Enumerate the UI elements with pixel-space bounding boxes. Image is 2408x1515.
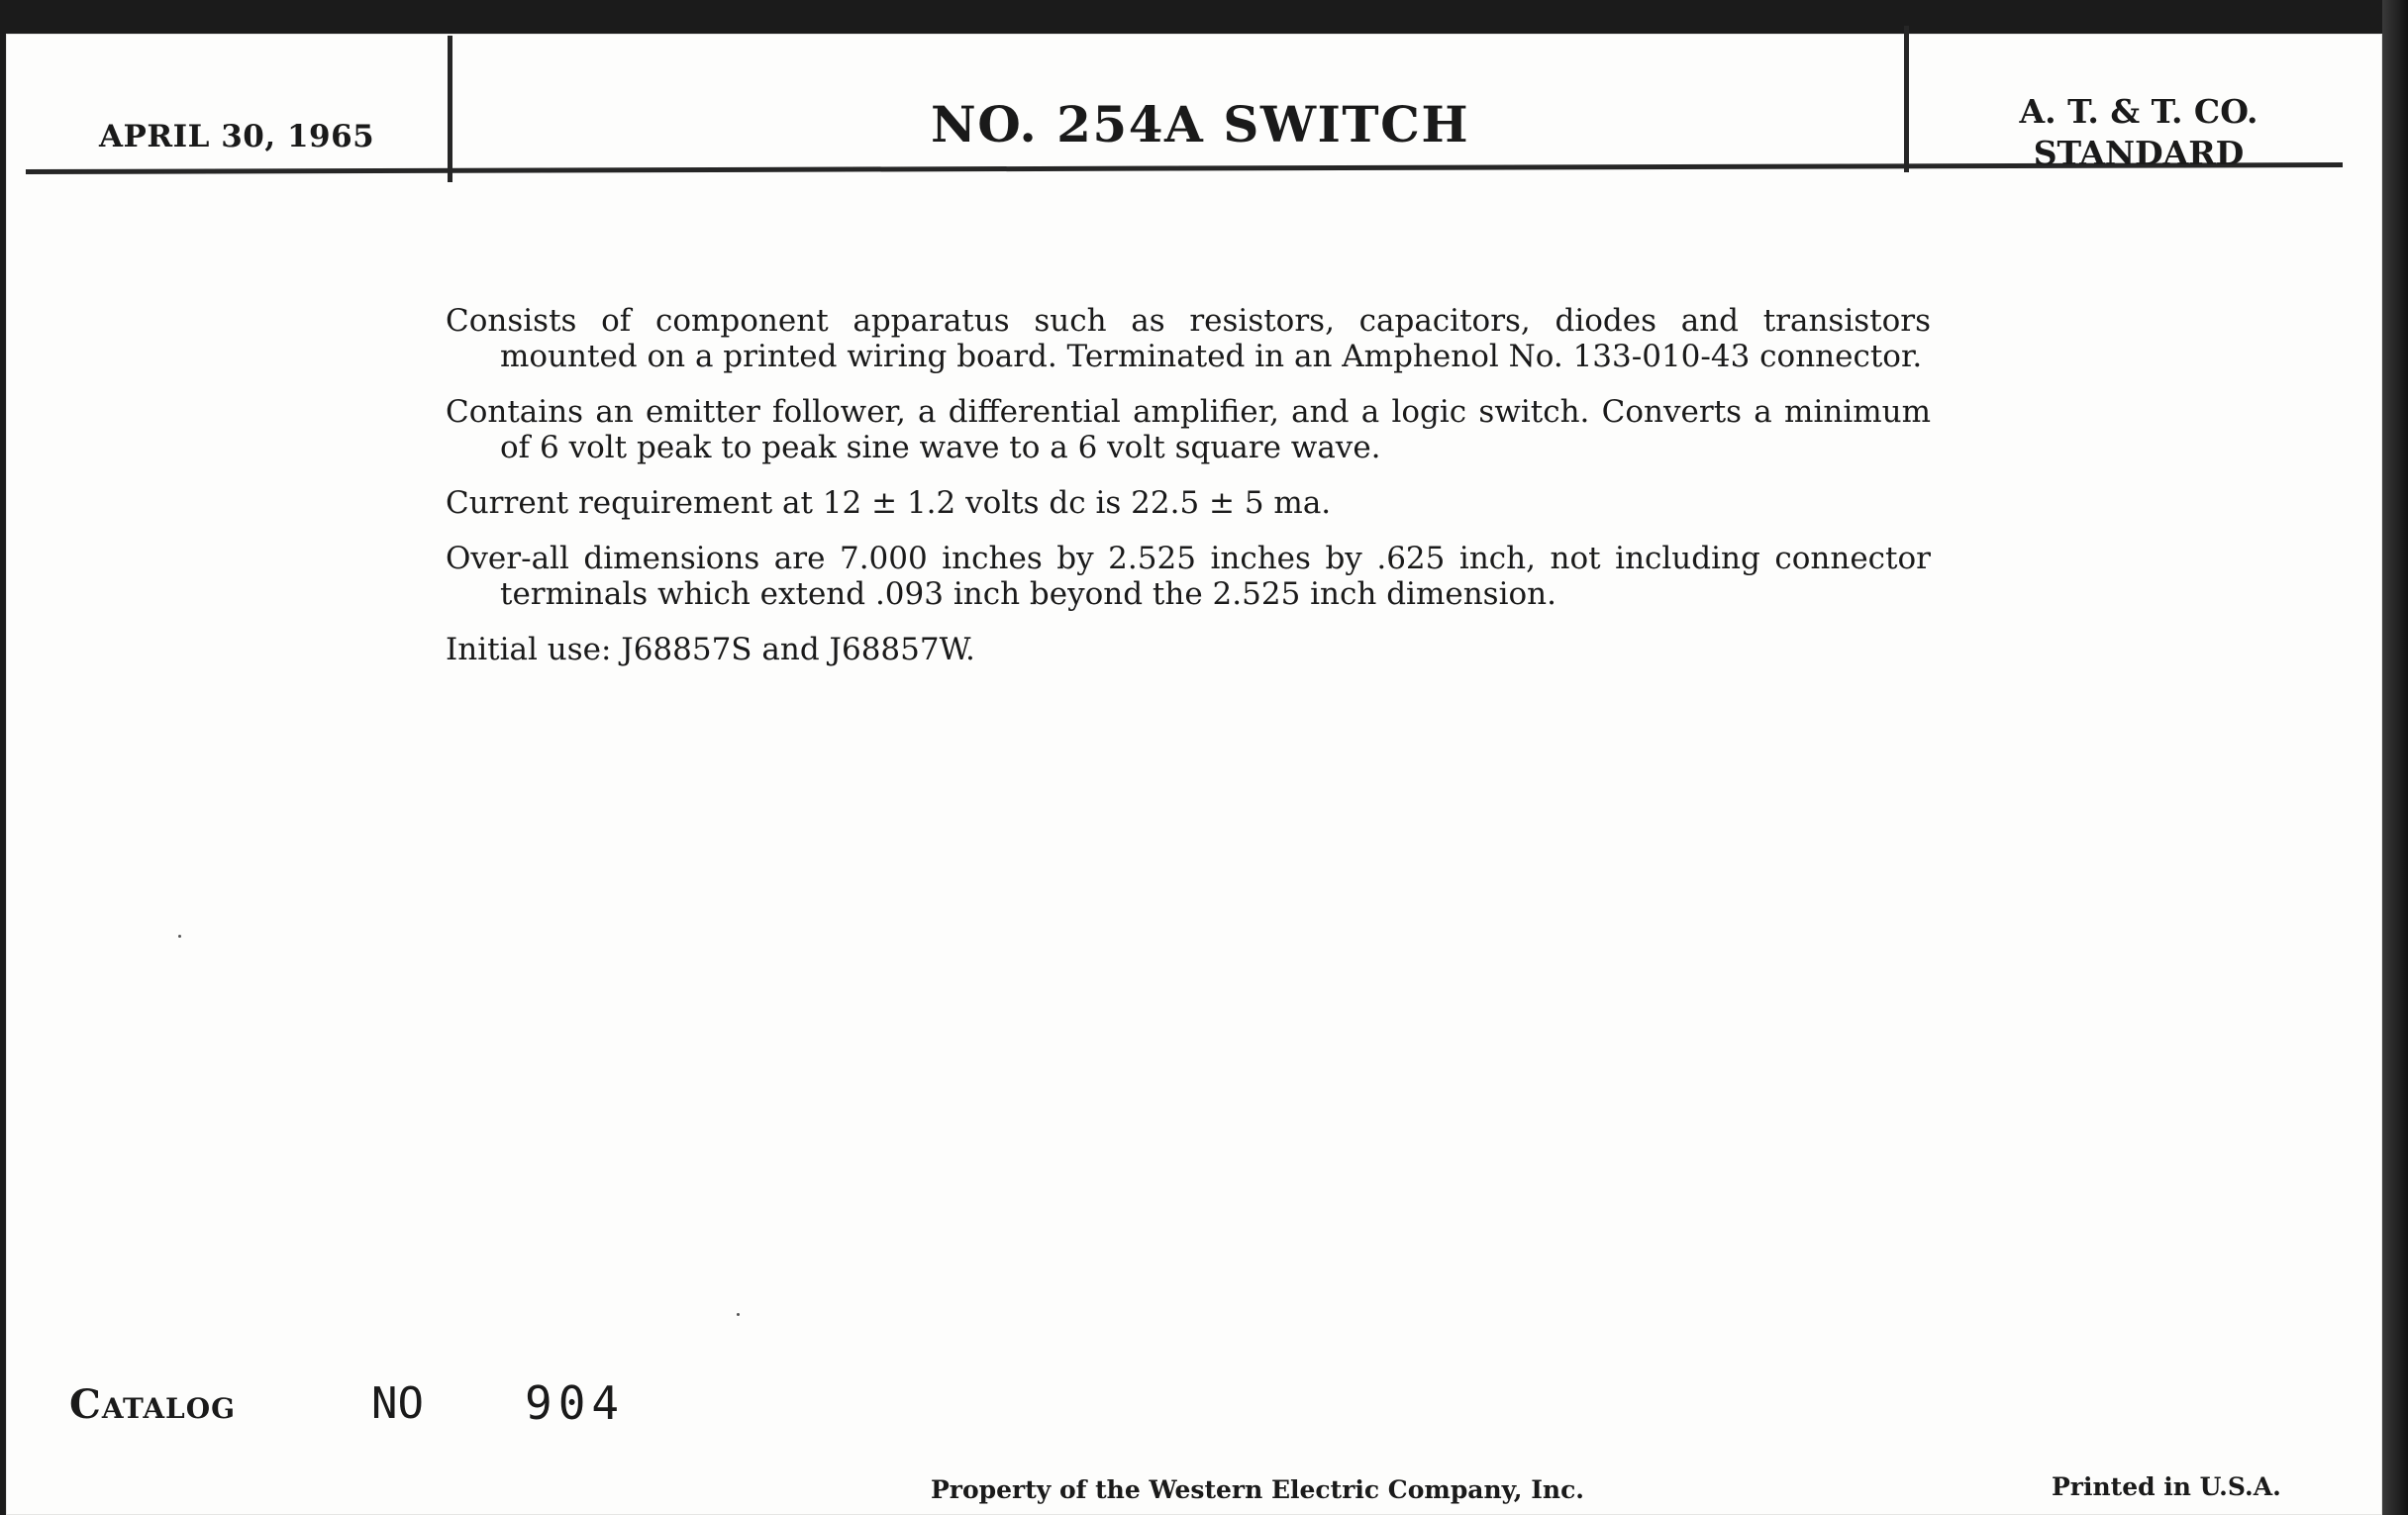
paragraph-dimensions: Over-all dimensions are 7.000 inches by 2.525 inches by .625 inch, not including connector terminals which extend .093 inch beyond the 2.525 inch dimension. (446, 541, 1931, 612)
description-body (446, 303, 1931, 687)
catalog-card (6, 34, 2382, 1515)
catalog-label: Catalog (69, 1381, 237, 1428)
paragraph-initial-use: Initial use: J68857S and J68857W. (446, 632, 975, 667)
paragraph-components: Consists of component apparatus such as resistors, capacitors, diodes and transistors mounted on a printed wiring board. Terminated in an Amphenol No. 133-010-43 connector. (446, 303, 1931, 374)
paragraph-function: Contains an emitter follower, a differential amplifier, and a logic switch. Converts a minimum of 6 volt peak to peak sine wave to a 6 volt square wave. (446, 394, 1931, 465)
printed-notice: Printed in U.S.A. (2052, 1472, 2281, 1501)
scan-edge (2382, 0, 2408, 1515)
header-divider-left (448, 36, 452, 182)
issue-date: APRIL 30, 1965 (99, 119, 375, 154)
paper-speck (737, 1313, 740, 1316)
standard-company: A. T. & T. CO. (2019, 92, 2258, 131)
header-divider-right (1904, 26, 1909, 172)
document-title: NO. 254A SWITCH (931, 95, 1470, 153)
catalog-no-label: NO (371, 1378, 424, 1429)
paragraph-current: Current requirement at 12 ± 1.2 volts dc is 22.5 ± 5 ma. (446, 485, 1332, 521)
standard-label: STANDARD (2033, 134, 2245, 172)
standard-block (1970, 91, 2307, 174)
catalog-number: 904 (525, 1376, 626, 1430)
paper-speck (178, 935, 181, 938)
property-notice: Property of the Western Electric Company, Inc. (931, 1475, 1585, 1504)
